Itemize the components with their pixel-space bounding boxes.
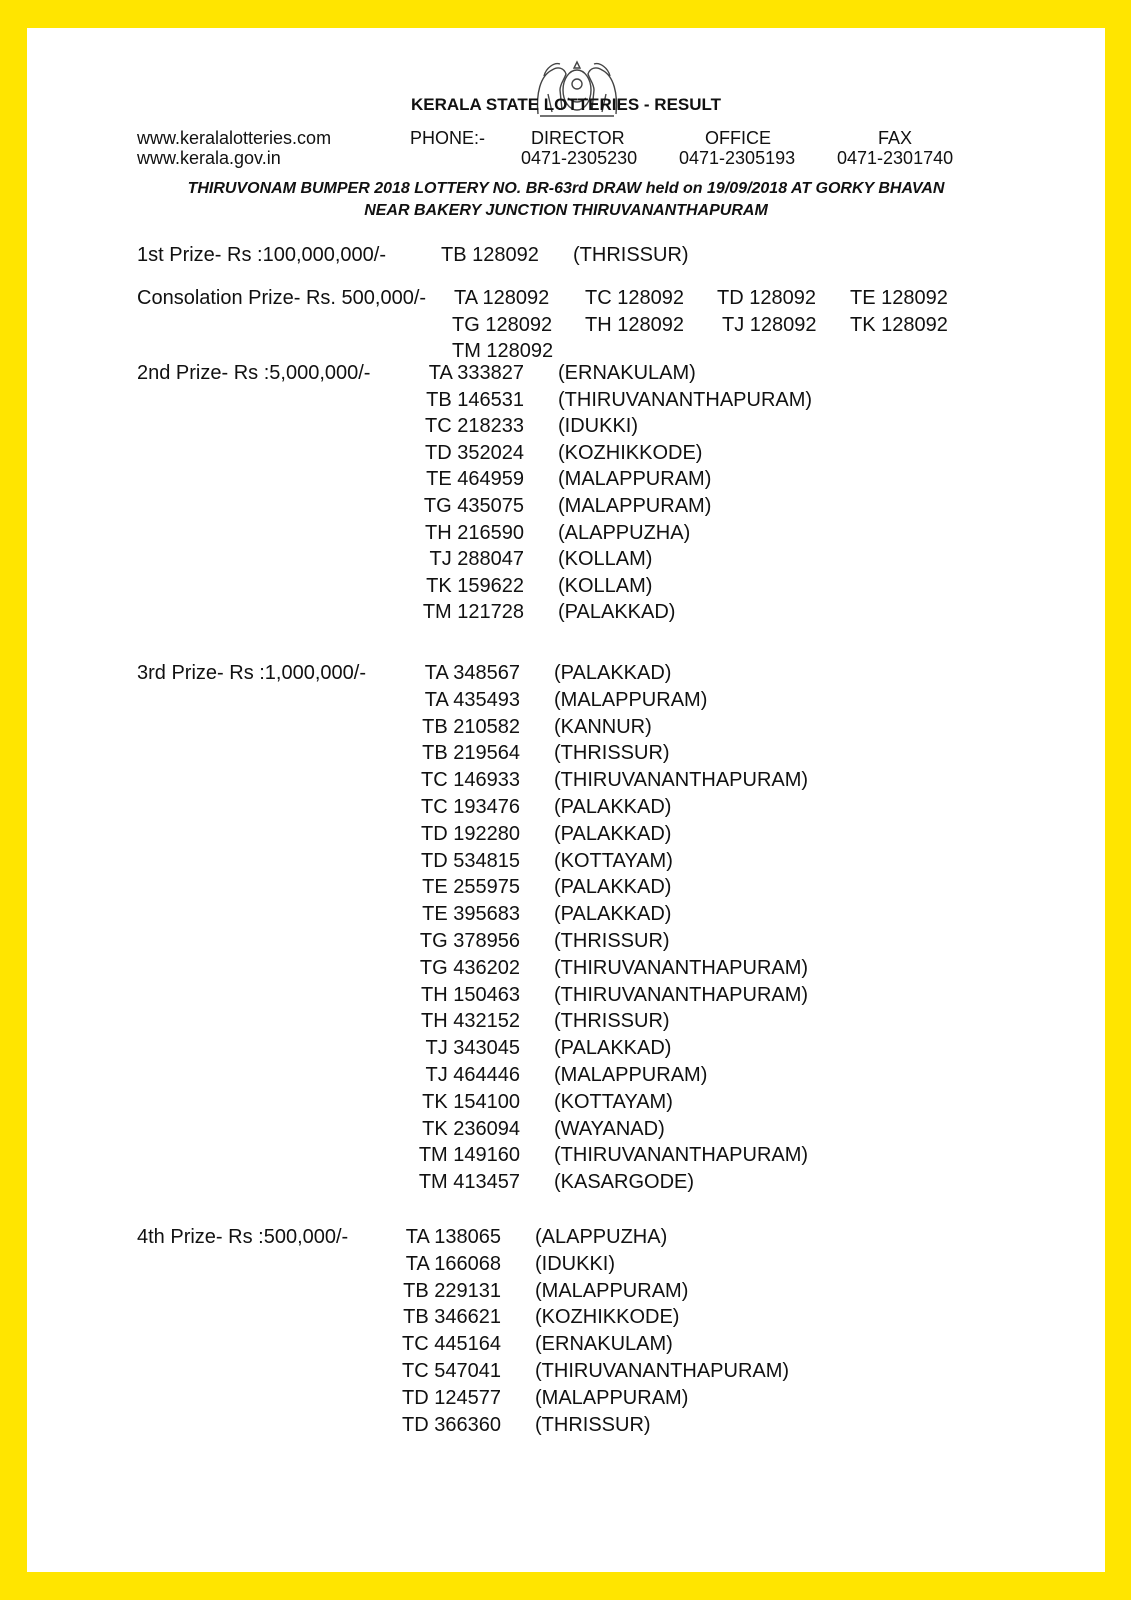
consolation-ticket: TA 128092 xyxy=(454,287,550,309)
winner-ticket-number: TB 229131 xyxy=(403,1279,501,1302)
winner-ticket-number: TB 146531 xyxy=(426,388,524,411)
winner-ticket-number: TC 218233 xyxy=(425,415,524,438)
winner-ticket-number: TJ 464446 xyxy=(425,1064,520,1086)
winner-place: (MALAPPURAM) xyxy=(535,1279,689,1302)
winner-ticket-number: TD 366360 xyxy=(402,1413,501,1436)
director-phone: 0471-2305230 xyxy=(521,148,638,168)
winner-ticket-number: TD 124577 xyxy=(402,1386,501,1409)
phone-label: PHONE:- xyxy=(410,128,486,148)
winner-place: (THRISSUR) xyxy=(554,930,670,952)
page-title: KERALA STATE LOTTERIES - RESULT xyxy=(410,95,722,114)
winner-place: (THIRUVANANTHAPURAM) xyxy=(554,983,809,1006)
winner-ticket-number: TE 255975 xyxy=(422,876,520,899)
winner-ticket-number: TE 395683 xyxy=(422,903,520,926)
winner-place: (THIRUVANANTHAPURAM) xyxy=(554,769,809,792)
winner-place: (MALAPPURAM) xyxy=(554,1064,708,1086)
winner-place: (KANNUR) xyxy=(554,715,652,738)
consolation-ticket: TE 128092 xyxy=(850,287,948,309)
winner-place: (KOZHIKKODE) xyxy=(535,1306,680,1329)
winner-ticket-number: TC 445164 xyxy=(402,1333,501,1356)
winner-ticket-number: TB 219564 xyxy=(422,742,520,765)
winner-ticket-number: TK 159622 xyxy=(426,574,524,597)
fourth-prize-label: 4th Prize- Rs :500,000/- xyxy=(137,1226,349,1248)
winner-ticket-number: TC 193476 xyxy=(421,796,520,818)
winner-ticket-number: TH 216590 xyxy=(425,521,524,544)
consolation-ticket: TG 128092 xyxy=(452,314,553,336)
winner-ticket-number: TE 464959 xyxy=(426,468,524,491)
winner-ticket-number: TK 236094 xyxy=(422,1117,520,1140)
winner-place: (MALAPPURAM) xyxy=(558,495,712,517)
third-prize-label: 3rd Prize- Rs :1,000,000/- xyxy=(137,662,366,684)
winner-place: (PALAKKAD) xyxy=(554,796,672,818)
winner-ticket-number: TD 352024 xyxy=(425,441,524,464)
winner-place: (THRISSUR) xyxy=(554,742,670,765)
winner-place: (KOTTAYAM) xyxy=(554,849,673,872)
consolation-ticket: TM 128092 xyxy=(452,340,554,362)
winner-ticket-number: TJ 288047 xyxy=(429,548,524,571)
winner-ticket-number: TH 150463 xyxy=(421,983,520,1006)
winner-place: (WAYANAD) xyxy=(554,1117,665,1140)
office-phone: 0471-2305193 xyxy=(679,148,796,168)
consolation-ticket: TD 128092 xyxy=(717,287,816,309)
second-prize-label: 2nd Prize- Rs :5,000,000/- xyxy=(137,362,371,384)
winner-place: (IDUKKI) xyxy=(535,1252,615,1275)
website-link-keralalotteries[interactable]: www.keralalotteries.com xyxy=(137,128,332,148)
consolation-ticket: TJ 128092 xyxy=(722,314,817,336)
draw-info-line1: THIRUVONAM BUMPER 2018 LOTTERY NO. BR-63rd DRAW held on 19/09/2018 AT GORKY BHAVAN xyxy=(187,180,945,197)
first-prize-ticket: TB 128092 xyxy=(441,244,539,266)
result-sheet xyxy=(27,28,1105,1572)
winner-place: (ALAPPUZHA) xyxy=(558,521,691,544)
winner-place: (ERNAKULAM) xyxy=(535,1333,673,1356)
winner-ticket-number: TA 435493 xyxy=(424,688,520,711)
winner-ticket-number: TA 333827 xyxy=(428,362,524,384)
winner-place: (MALAPPURAM) xyxy=(535,1386,689,1409)
first-prize-label: 1st Prize- Rs :100,000,000/- xyxy=(137,244,387,266)
website-link-kerala-gov[interactable]: www.kerala.gov.in xyxy=(137,148,281,168)
winner-place: (IDUKKI) xyxy=(558,415,638,438)
winner-ticket-number: TJ 343045 xyxy=(425,1037,520,1060)
winner-ticket-number: TG 436202 xyxy=(419,956,520,979)
winner-place: (THRISSUR) xyxy=(535,1413,651,1436)
office-label: OFFICE xyxy=(705,128,771,148)
consolation-prize-label: Consolation Prize- Rs. 500,000/- xyxy=(137,287,427,309)
winner-place: (THIRUVANANTHAPURAM) xyxy=(535,1360,790,1382)
winner-ticket-number: TB 210582 xyxy=(422,715,520,738)
winner-ticket-number: TM 149160 xyxy=(418,1144,520,1167)
winner-ticket-number: TK 154100 xyxy=(422,1090,520,1113)
winner-ticket-number: TC 146933 xyxy=(421,769,520,792)
winner-place: (PALAKKAD) xyxy=(558,601,676,624)
winner-ticket-number: TA 138065 xyxy=(405,1226,501,1248)
consolation-ticket: TC 128092 xyxy=(585,287,684,309)
winner-place: (THRISSUR) xyxy=(554,1010,670,1033)
winner-ticket-number: TB 346621 xyxy=(403,1306,501,1329)
consolation-ticket: TH 128092 xyxy=(585,314,684,336)
winner-ticket-number: TG 378956 xyxy=(419,930,520,952)
winner-place: (KOTTAYAM) xyxy=(554,1090,673,1113)
winner-place: (KOLLAM) xyxy=(558,574,653,597)
winner-place: (THIRUVANANTHAPURAM) xyxy=(554,1144,809,1167)
winner-place: (KOZHIKKODE) xyxy=(558,441,703,464)
winner-place: (MALAPPURAM) xyxy=(558,468,712,491)
winner-place: (ERNAKULAM) xyxy=(558,362,696,384)
winner-ticket-number: TM 413457 xyxy=(418,1171,520,1194)
first-prize-place: (THRISSUR) xyxy=(573,244,689,266)
winner-place: (KOLLAM) xyxy=(558,548,653,571)
winner-place: (PALAKKAD) xyxy=(554,876,672,899)
winner-place: (THIRUVANANTHAPURAM) xyxy=(558,388,813,411)
winner-place: (PALAKKAD) xyxy=(554,903,672,926)
winner-ticket-number: TA 166068 xyxy=(405,1252,501,1275)
fax-label: FAX xyxy=(878,128,913,148)
winner-place: (PALAKKAD) xyxy=(554,662,672,684)
winner-place: (KASARGODE) xyxy=(554,1171,695,1194)
director-label: DIRECTOR xyxy=(531,128,625,148)
winner-ticket-number: TH 432152 xyxy=(421,1010,520,1033)
winner-place: (PALAKKAD) xyxy=(554,1037,672,1060)
winner-place: (THIRUVANANTHAPURAM) xyxy=(554,956,809,979)
winner-place: (PALAKKAD) xyxy=(554,822,672,845)
consolation-ticket: TK 128092 xyxy=(850,314,948,336)
winner-ticket-number: TM 121728 xyxy=(422,601,524,624)
winner-place: (MALAPPURAM) xyxy=(554,688,708,711)
winner-ticket-number: TC 547041 xyxy=(402,1360,501,1382)
winner-ticket-number: TD 192280 xyxy=(421,822,520,845)
winner-ticket-number: TG 435075 xyxy=(423,495,524,517)
winner-ticket-number: TA 348567 xyxy=(424,662,520,684)
draw-info-line2: NEAR BAKERY JUNCTION THIRUVANANTHAPURAM xyxy=(364,202,768,219)
winner-place: (ALAPPUZHA) xyxy=(535,1226,668,1248)
fax-phone: 0471-2301740 xyxy=(837,148,954,168)
winner-ticket-number: TD 534815 xyxy=(421,849,520,872)
